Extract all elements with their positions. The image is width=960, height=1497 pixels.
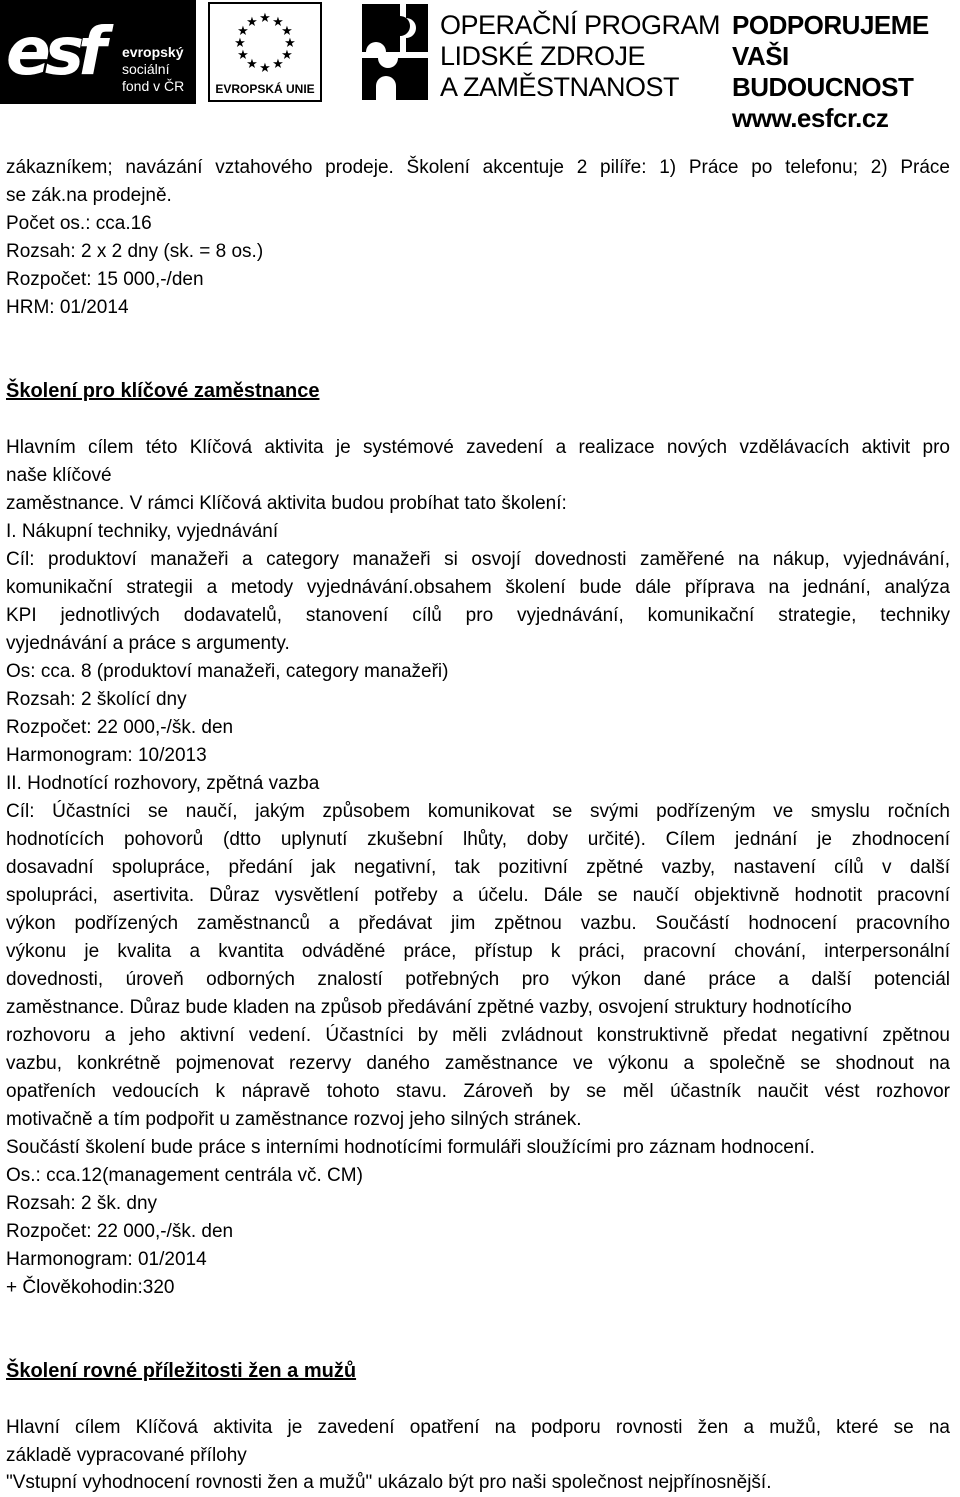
svg-text:★: ★	[272, 56, 284, 71]
paragraph-line: Cíl: Účastníci se naučí, jakým způsobem komunikovat se svými podřízeným ve smyslu ročních	[6, 801, 950, 822]
svg-text:★: ★	[284, 35, 296, 50]
paragraph-line: komunikační strategii a metody vyjednávání.obsahem školení bude dále příprava na jednání, analýza	[6, 577, 950, 598]
paragraph-line: vyjednávání a práce s argumenty.	[6, 633, 290, 654]
eu-stars-icon	[210, 6, 320, 76]
svg-text:★: ★	[246, 56, 258, 71]
paragraph-line: se zák.na prodejně.	[6, 185, 172, 206]
paragraph-line: motivačně a tím podpořit u zaměstnance rozvoj jeho silných stránek.	[6, 1109, 582, 1130]
paragraph-line: Os: cca. 8 (produktoví manažeři, category manažeři)	[6, 661, 449, 682]
subsection-title: I. Nákupní techniky, vyjednávání	[6, 521, 279, 542]
paragraph-line: hodnotících pohovorů (dtto uplynutí zkušební lhůty, doby určité). Cílem jednání je zhodnocení	[6, 829, 950, 850]
page-header	[0, 0, 960, 133]
op-title-line-2: LIDSKÉ ZDROJE	[440, 41, 646, 71]
op-title-line-3: A ZAMĚSTNANOST	[440, 72, 680, 102]
paragraph-line: "Vstupní vyhodnocení rovnosti žen a mužů" ukázalo být pro naši společnost nejpřínosnější.	[6, 1472, 772, 1493]
svg-text:★: ★	[237, 47, 249, 62]
subsection-title: II. Hodnotící rozhovory, zpětná vazba	[6, 773, 320, 794]
paragraph-line: Cíl: produktoví manažeři a category manažeři si osvojí dovednosti zaměřené na nákup, vyjednávání,	[6, 549, 950, 570]
paragraph-line: Harmonogram: 01/2014	[6, 1249, 207, 1270]
op-puzzle-logo-icon	[360, 0, 430, 104]
paragraph-line: Počet os.: cca.16	[6, 213, 152, 234]
paragraph-line: dosavadní spolupráce, předání jak negativní, tak pozitivní zpětné vazby, nastavení cílů v další	[6, 857, 950, 878]
paragraph-line: zaměstnance. Důraz bude kladen na způsob předávání zpětné vazby, osvojení struktury hodnotícího	[6, 997, 852, 1018]
paragraph-line: Rozsah: 2 x 2 dny (sk. = 8 os.)	[6, 241, 264, 262]
paragraph-line: KPI jednotlivých dodavatelů, stanovení cílů pro vyjednávání, komunikační strategie, techniky	[6, 605, 950, 626]
svg-text:★: ★	[237, 23, 249, 38]
paragraph-line: zaměstnance. V rámci Klíčová aktivita budou probíhat tato školení:	[6, 493, 567, 514]
paragraph-line: základě vypracované přílohy	[6, 1445, 247, 1466]
slogan-website: www.esfcr.cz	[732, 103, 889, 133]
paragraph-line: vazbu, konkrétně pojmenovat rezervy daného zaměstnance ve výkonu a společně se shodnout na	[6, 1053, 950, 1074]
paragraph-line: opatřeních vedoucích k nápravě tohoto stavu. Zároveň by se měl účastník naučit vést rozhovor	[6, 1081, 950, 1102]
svg-text:★: ★	[259, 10, 271, 25]
paragraph-line: výkonu je kvalita a kvantita odváděné práce, přístup k práci, pracovní chování, interpersonální	[6, 941, 950, 962]
paragraph-line: rozhovoru a jeho aktivní vedení. Účastníci by měli zvládnout konstruktivně předat negativní zpětnou	[6, 1025, 950, 1046]
paragraph-line: Rozsah: 2 šk. dny	[6, 1193, 158, 1214]
svg-text:★: ★	[281, 47, 293, 62]
slogan-line-2: VAŠI BUDOUCNOST	[732, 41, 914, 102]
esf-logo	[0, 0, 196, 104]
support-slogan	[732, 10, 960, 134]
section-heading: Školení rovné příležitosti žen a mužů	[6, 1360, 357, 1382]
eu-flag-logo	[208, 2, 322, 102]
esf-logo-mark: esf	[6, 13, 101, 90]
paragraph-line: + Člověkohodin:320	[6, 1277, 175, 1298]
paragraph-line: Hlavní cílem Klíčová aktivita je zavedení opatření na podporu rovnosti žen a mužů, které se na	[6, 1417, 950, 1438]
paragraph-line: Součástí školení bude práce s interními hodnotícími formuláři sloužícími pro záznam hodnocení.	[6, 1137, 815, 1158]
esf-logo-line-1: evropský	[122, 44, 184, 60]
paragraph-line: zákazníkem; navázání vztahového prodeje. Školení akcentuje 2 pilíře: 1) Práce po telefonu; 2) Práce	[6, 157, 950, 178]
esf-logo-line-2: sociální	[122, 61, 170, 77]
paragraph-line: Hlavním cílem této Klíčová aktivita je systémové zavedení a realizace nových vzdělávacích aktivit pro	[6, 437, 950, 458]
svg-text:★: ★	[272, 14, 284, 29]
section-heading: Školení pro klíčové zaměstnance	[6, 380, 320, 402]
svg-text:★: ★	[281, 23, 293, 38]
svg-text:★: ★	[246, 14, 258, 29]
paragraph-line: naše klíčové	[6, 465, 112, 486]
paragraph-line: Rozpočet: 22 000,-/šk. den	[6, 717, 234, 738]
paragraph-line: Rozsah: 2 školící dny	[6, 689, 187, 710]
paragraph-line: Os.: cca.12(management centrála vč. CM)	[6, 1165, 363, 1186]
paragraph-line: dovednosti, úroveň odborných znalostí potřebných pro výkon dané práce a další potenciál	[6, 969, 950, 990]
esf-logo-line-3: fond v ČR	[122, 78, 185, 94]
paragraph-line: Rozpočet: 15 000,-/den	[6, 269, 204, 290]
paragraph-line: Rozpočet: 22 000,-/šk. den	[6, 1221, 234, 1242]
paragraph-line: spolupráci, asertivita. Důraz vysvětlení potřeby a účelu. Dále se naučí objektivně hodnotit pracovní	[6, 885, 950, 906]
paragraph-line: výkon podřízených zaměstnanců a předávat jim zpětnou vazbu. Součástí hodnocení pracovního	[6, 913, 950, 934]
svg-text:★: ★	[259, 60, 271, 75]
slogan-line-1: PODPORUJEME	[732, 10, 929, 40]
eu-logo-label: EVROPSKÁ UNIE	[215, 82, 315, 96]
op-program-title	[440, 10, 720, 103]
svg-text:★: ★	[234, 35, 246, 50]
op-title-line-1: OPERAČNÍ PROGRAM	[440, 10, 721, 40]
paragraph-line: Harmonogram: 10/2013	[6, 745, 207, 766]
paragraph-line: HRM: 01/2014	[6, 297, 129, 318]
esf-logo-text	[122, 44, 184, 95]
